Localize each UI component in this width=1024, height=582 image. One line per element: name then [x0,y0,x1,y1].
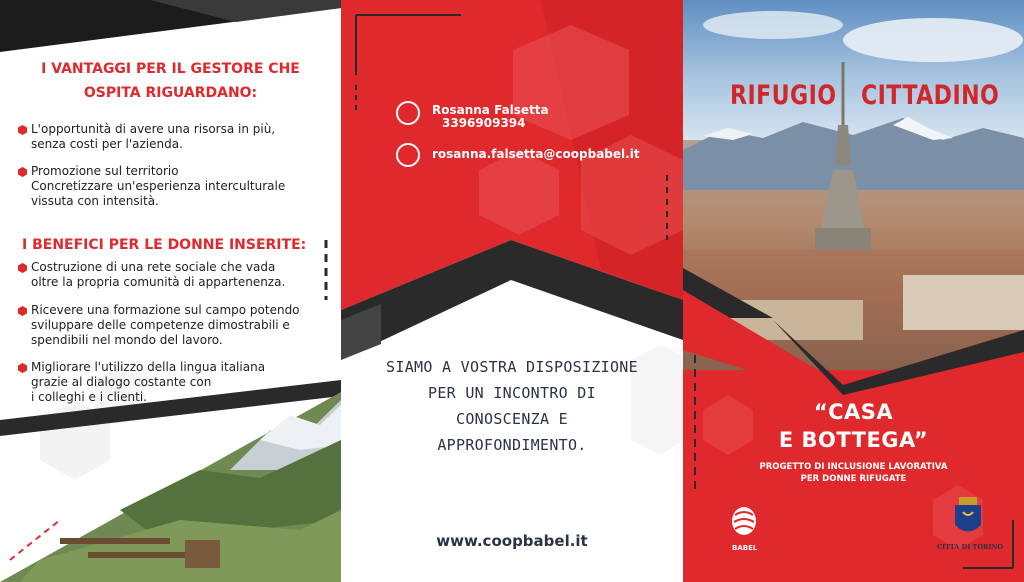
benefit-item [18,360,265,405]
website-link[interactable]: www.coopbabel.it [436,532,588,550]
phone-icon [396,101,420,125]
middle-decor [341,0,683,582]
advantage-text: Promozione sul territorio Concretizzare un'esperienza interculturale vissuta con intensità. [31,164,286,208]
benefit-text: Costruzione di una rete sociale che vada oltre la propria comunità di appartenenza. [31,260,286,289]
project-title-line: “CASA [813,400,894,424]
benefit-text: Ricevere una formazione sul campo potendo sviluppare delle competenze dimostrabili e spendibili nel mondo del lavoro. [31,303,300,347]
benefit-item [18,260,285,290]
phone-contact [396,101,549,130]
project-title-line: E BOTTEGA” [778,428,929,452]
message-line: PER UN INCONTRO DI [428,384,596,402]
contact-email[interactable]: rosanna.falsetta@coopbabel.it [432,147,640,161]
message-line: CONOSCENZA E [456,410,568,428]
advantage-item [18,122,275,152]
message-line: SIAMO A VOSTRA DISPOSIZIONE [386,358,638,376]
title-word-rifugio: RIFUGIO [730,80,837,111]
advantage-item [18,164,285,209]
project-subtitle-line: PROGETTO DI INCLUSIONE LAVORATIVA [759,462,948,472]
project-title [683,398,1024,454]
benefit-text: Migliorare l'utilizzo della lingua italiana grazie al dialogo costante con i colleghi e i clienti. [31,360,266,404]
advantage-text: L'opportunità di avere una risorsa in più, senza costi per l'azienda. [31,122,276,151]
babel-logo-label: BABEL [732,544,758,552]
left-panel [0,0,341,582]
message-line: APPROFONDIMENTO. [437,436,587,454]
middle-panel [341,0,683,582]
availability-message [341,354,683,458]
left-heading-3: I BENEFICI PER LE DONNE INSERITE: [22,237,307,253]
benefit-item [18,303,300,348]
title-word-cittadino: CITTADINO [861,80,1000,111]
left-heading-2: OSPITA RIGUARDANO: [83,85,258,101]
right-panel [683,0,1024,582]
email-icon [396,143,420,167]
project-subtitle [683,461,1024,485]
project-subtitle-line: PER DONNE RIFUGATE [800,474,907,484]
contact-name: Rosanna Falsetta [432,103,549,117]
torino-crest-label: CITTA DI TORINO [937,543,1004,551]
contact-phone[interactable]: 3396909394 [442,116,526,130]
email-contact [396,143,640,167]
left-heading-1: I VANTAGGI PER IL GESTORE CHE [41,61,300,77]
torino-crest-icon [955,505,981,532]
